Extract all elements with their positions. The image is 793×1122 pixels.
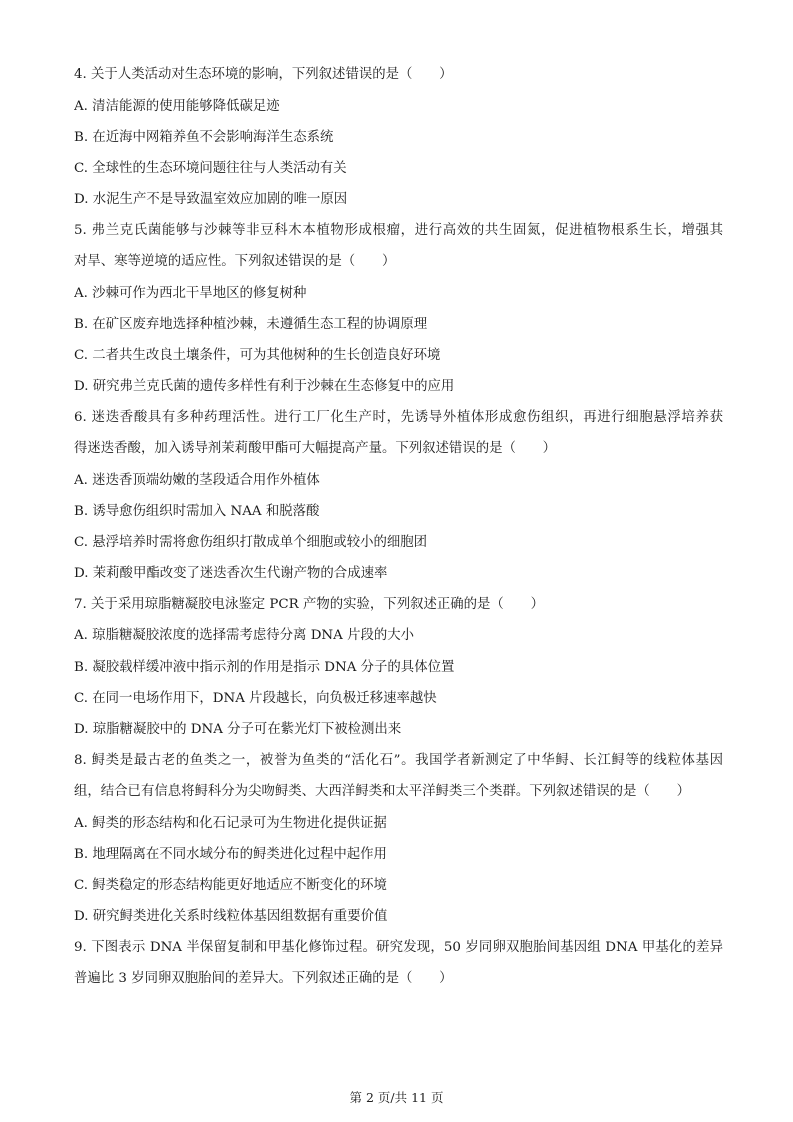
q8-option-a: A. 鲟类的形态结构和化石记录可为生物进化提供证据 <box>74 816 387 831</box>
page-number-footer: 第 2 页/共 11 页 <box>349 1090 444 1105</box>
q4-stem: 4. 关于人类活动对生态环境的影响，下列叙述错误的是（ ） <box>74 67 453 82</box>
q6-stem-line2: 得迷迭香酸，加入诱导剂茉莉酸甲酯可大幅提高产量。下列叙述错误的是（ ） <box>74 441 557 456</box>
q9-stem-line1: 9. 下图表示 DNA 半保留复制和甲基化修饰过程。研究发现，50 岁同卵双胞胎间基因组 DNA 甲基化的差异 <box>74 940 723 955</box>
q7-stem: 7. 关于采用琼脂糖凝胶电泳鉴定 PCR 产物的实验，下列叙述正确的是（ ） <box>74 597 544 612</box>
q7-option-d: D. 琼脂糖凝胶中的 DNA 分子可在紫光灯下被检测出来 <box>74 722 402 737</box>
q4-option-c: C. 全球性的生态环境问题往往与人类活动有关 <box>74 161 347 176</box>
q7-option-a: A. 琼脂糖凝胶浓度的选择需考虑待分离 DNA 片段的大小 <box>74 628 415 643</box>
q5-stem-line2: 对旱、寒等逆境的适应性。下列叙述错误的是（ ） <box>74 254 396 269</box>
q7-option-c: C. 在同一电场作用下，DNA 片段越长，向负极迁移速率越快 <box>74 691 437 706</box>
q5-stem-line1: 5. 弗兰克氏菌能够与沙棘等非豆科木本植物形成根瘤，进行高效的共生固氮，促进植物根系生长，增强其 <box>74 223 723 238</box>
q6-option-c: C. 悬浮培养时需将愈伤组织打散成单个细胞或较小的细胞团 <box>74 535 428 550</box>
q6-option-d: D. 茉莉酸甲酯改变了迷迭香次生代谢产物的合成速率 <box>74 566 388 581</box>
q8-option-d: D. 研究鲟类进化关系时线粒体基因组数据有重要价值 <box>74 909 388 924</box>
q4-option-b: B. 在近海中网箱养鱼不会影响海洋生态系统 <box>74 130 334 145</box>
q4-option-d: D. 水泥生产不是导致温室效应加剧的唯一原因 <box>74 192 348 207</box>
q6-option-a: A. 迷迭香顶端幼嫩的茎段适合用作外植体 <box>74 473 320 488</box>
q7-option-b: B. 凝胶载样缓冲液中指示剂的作用是指示 DNA 分子的具体位置 <box>74 660 455 675</box>
q8-option-b: B. 地理隔离在不同水域分布的鲟类进化过程中起作用 <box>74 847 387 862</box>
q9-stem-line2: 普遍比 3 岁同卵双胞胎间的差异大。下列叙述正确的是（ ） <box>74 971 453 986</box>
q4-option-a: A. 清洁能源的使用能够降低碳足迹 <box>74 99 280 114</box>
q5-option-b: B. 在矿区废弃地选择种植沙棘，未遵循生态工程的协调原理 <box>74 317 428 332</box>
q8-stem-line2: 组，结合已有信息将鲟科分为尖吻鲟类、大西洋鲟类和太平洋鲟类三个类群。下列叙述错误的是（ ） <box>74 784 690 799</box>
q6-stem-line1: 6. 迷迭香酸具有多种药理活性。进行工厂化生产时，先诱导外植体形成愈伤组织，再进行细胞悬浮培养获 <box>74 410 723 425</box>
q5-option-c: C. 二者共生改良土壤条件，可为其他树种的生长创造良好环境 <box>74 348 441 363</box>
q8-option-c: C. 鲟类稳定的形态结构能更好地适应不断变化的环境 <box>74 878 387 893</box>
q6-option-b: B. 诱导愈伤组织时需加入 NAA 和脱落酸 <box>74 504 320 519</box>
q8-stem-line1: 8. 鲟类是最古老的鱼类之一，被誉为鱼类的“活化石”。我国学者新测定了中华鲟、长江鲟等的线粒体基因 <box>74 753 723 768</box>
q5-option-d: D. 研究弗兰克氏菌的遗传多样性有利于沙棘在生态修复中的应用 <box>74 379 455 394</box>
q5-option-a: A. 沙棘可作为西北干旱地区的修复树种 <box>74 286 307 301</box>
